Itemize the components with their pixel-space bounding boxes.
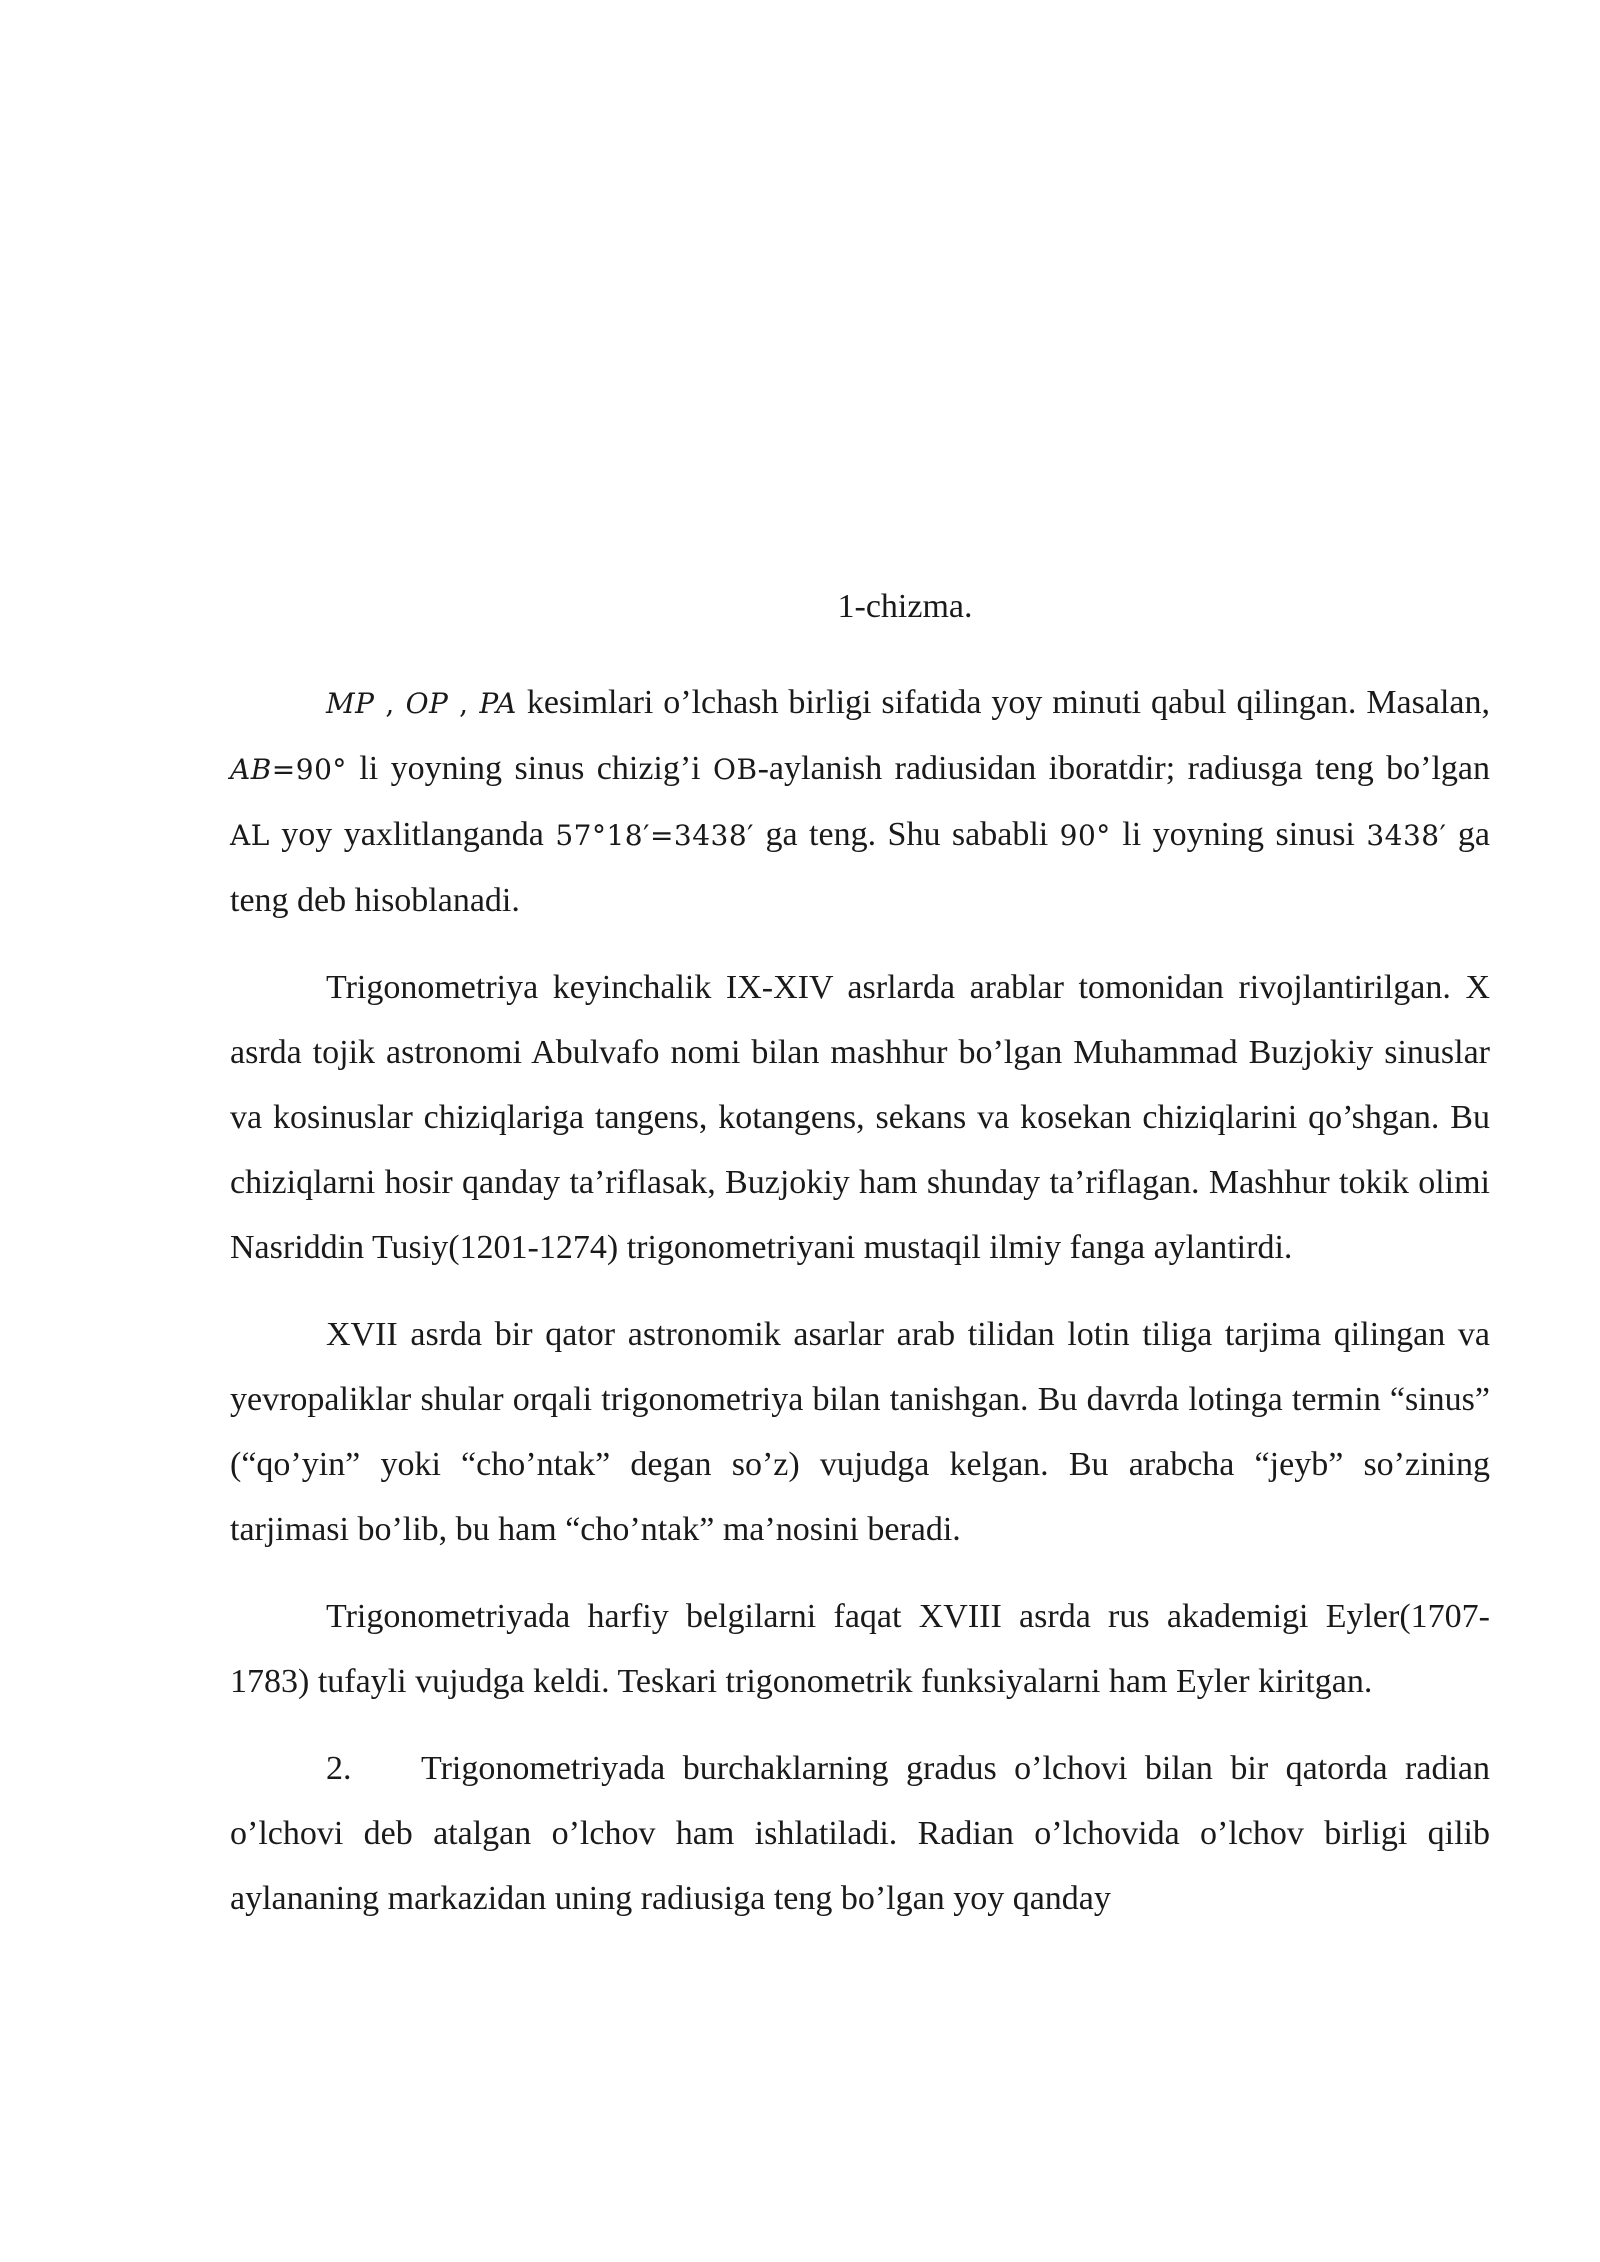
arc-al: AL bbox=[230, 819, 270, 852]
separator-comma: , bbox=[448, 687, 480, 720]
segment-op: OP bbox=[405, 687, 449, 720]
arc-ab-value: =90° bbox=[271, 753, 347, 786]
segment-pa: PA bbox=[479, 687, 517, 720]
arc-ab: AB bbox=[230, 753, 272, 786]
paragraph-5-text: Trigonometriyada burchaklarning gradus o’lchovi bilan bir qatorda radian o’lchovi deb atalgan o’lchov ham ishlatiladi. Radian o’lchovida o’lchov birligi qilib aylananing markazidan uning radiusiga teng bo’lgan yoy qanday bbox=[230, 1750, 1490, 1917]
formula-90-degrees: 90° bbox=[1059, 819, 1111, 852]
text-run: ga teng. Shu sababli bbox=[754, 816, 1060, 853]
text-run: li yoyning sinusi bbox=[1110, 816, 1367, 853]
paragraph-5 bbox=[230, 1736, 1490, 1931]
text-run: li yoyning sinus chizig’i bbox=[346, 750, 714, 787]
radius-ob: OB bbox=[713, 753, 758, 786]
formula-3438-minutes: 3438′ bbox=[1366, 819, 1447, 852]
list-number: 2. bbox=[326, 1750, 352, 1787]
text-run: -aylanish radiusidan iboratdir; radiusga teng bo’lgan bbox=[757, 750, 1490, 787]
text-run: ga teng deb hisoblanadi. bbox=[230, 816, 1490, 919]
segment-mp: MP bbox=[326, 687, 375, 720]
paragraph-2: Trigonometriya keyinchalik IX-XIV asrlarda arablar tomonidan rivojlantirilgan. X asrda tojik astronomi Abulvafo nomi bilan mashhur bo’lgan Muhammad Buzjokiy sinuslar va kosinuslar chiziqlariga tangens, kotangens, sekans va kosekan chiziqlarini qo’shgan. Bu chiziqlarni hosir qanday ta’riflasak, Buzjokiy ham shunday ta’riflagan. Mashhur tokik olimi Nasriddin Tusiy(1201-1274) trigonometriyani mustaqil ilmiy fanga aylantirdi. bbox=[230, 969, 1490, 1266]
paragraph-4: Trigonometriyada harfiy belgilarni faqat XVIII asrda rus akademigi Eyler(1707-1783) tufayli vujudga keldi. Teskari trigonometrik funksiyalarni ham Eyler kiritgan. bbox=[230, 1598, 1490, 1700]
paragraph-1 bbox=[230, 670, 1490, 933]
text-run: yoy yaxlitlanganda bbox=[269, 816, 556, 853]
formula-arc-equality: 57°18′=3438′ bbox=[555, 819, 755, 852]
figure-caption: 1-chizma. bbox=[837, 588, 973, 625]
body-text bbox=[230, 670, 1490, 1953]
paragraph-3: XVII asrda bir qator astronomik asarlar arab tilidan lotin tiliga tarjima qilingan va yevropaliklar shular orqali trigonometriya bilan tanishgan. Bu davrda lotinga termin “sinus” (“qo’yin” yoki “cho’ntak” degan so’z) vujudga kelgan. Bu arabcha “jeyb” so’zining tarjimasi bo’lib, bu ham “cho’ntak” ma’nosini beradi. bbox=[230, 1316, 1490, 1548]
text-run: kesimlari o’lchash birligi sifatida yoy minuti qabul qilingan. Masalan, bbox=[516, 684, 1490, 721]
separator-comma: , bbox=[374, 687, 406, 720]
